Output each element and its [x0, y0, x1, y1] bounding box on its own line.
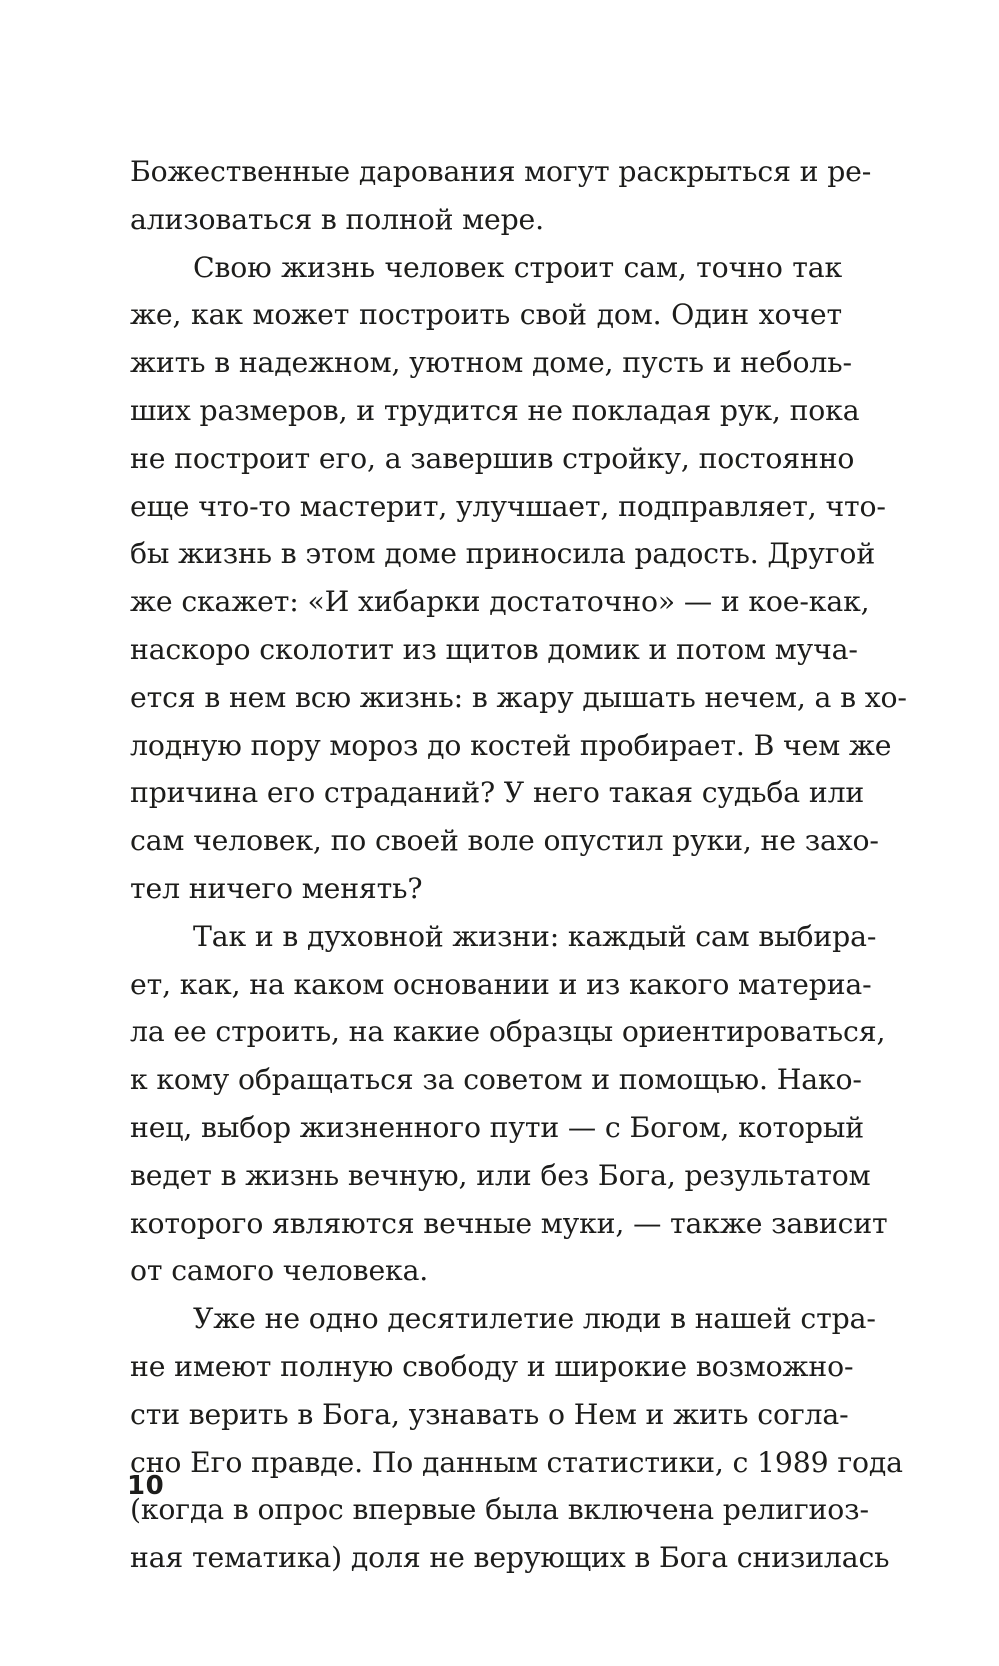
text-line: причина его страданий? У него такая судьба или — [130, 776, 865, 810]
text-line: ших размеров, и трудится не покладая рук, пока — [130, 393, 860, 427]
text-line: Свою жизнь человек строит сам, точно так — [193, 250, 842, 284]
page-number: 10 — [127, 1471, 165, 1501]
text-line: еще что-то мастерит, улучшает, подправляет, что- — [130, 489, 886, 523]
text-line: к кому обращаться за советом и помощью. Нако- — [130, 1063, 862, 1097]
text-line: лодную пору мороз до костей пробирает. В чем же — [130, 728, 892, 762]
text-line: сти верить в Бога, узнавать о Нем и жить согла- — [130, 1397, 849, 1431]
text-line: (когда в опрос впервые была включена религиоз- — [130, 1493, 869, 1527]
text-line: наскоро сколотит из щитов домик и потом муча- — [130, 632, 858, 666]
text-line: ализоваться в полной мере. — [130, 202, 544, 236]
text-line: жить в надежном, уютном доме, пусть и неболь- — [130, 346, 852, 380]
text-line: же скажет: «И хибарки достаточно» — и кое-как, — [130, 585, 870, 619]
text-line: сам человек, по своей воле опустил руки, не захо- — [130, 824, 879, 858]
text-line: не имеют полную свободу и широкие возможно- — [130, 1349, 854, 1383]
text-line: нец, выбор жизненного пути — с Богом, который — [130, 1110, 864, 1144]
text-line: Уже не одно десятилетие люди в нашей стра- — [193, 1302, 876, 1336]
text-line: же, как может построить свой дом. Один хочет — [130, 298, 842, 332]
text-line: которого являются вечные муки, — также зависит — [130, 1206, 888, 1240]
text-line: сно Его правде. По данным статистики, с 1989 года — [130, 1445, 903, 1479]
text-line: тел ничего менять? — [130, 871, 423, 905]
text-line: Так и в духовной жизни: каждый сам выбира- — [193, 919, 877, 953]
text-line: ла ее строить, на какие образцы ориентироваться, — [130, 1015, 886, 1049]
text-line: ет, как, на каком основании и из какого материа- — [130, 967, 872, 1001]
text-line: бы жизнь в этом доме приносила радость. Другой — [130, 537, 876, 571]
body-text — [130, 148, 907, 1582]
text-line: ется в нем всю жизнь: в жару дышать нечем, а в хо- — [130, 680, 907, 714]
text-line: Божественные дарования могут раскрыться и ре- — [130, 155, 872, 188]
text-line: от самого человека. — [130, 1254, 429, 1288]
text-line: не построит его, а завершив стройку, постоянно — [130, 441, 855, 475]
text-line: ведет в жизнь вечную, или без Бога, результатом — [130, 1158, 871, 1192]
text-line: ная тематика) доля не верующих в Бога снизилась — [130, 1541, 890, 1575]
